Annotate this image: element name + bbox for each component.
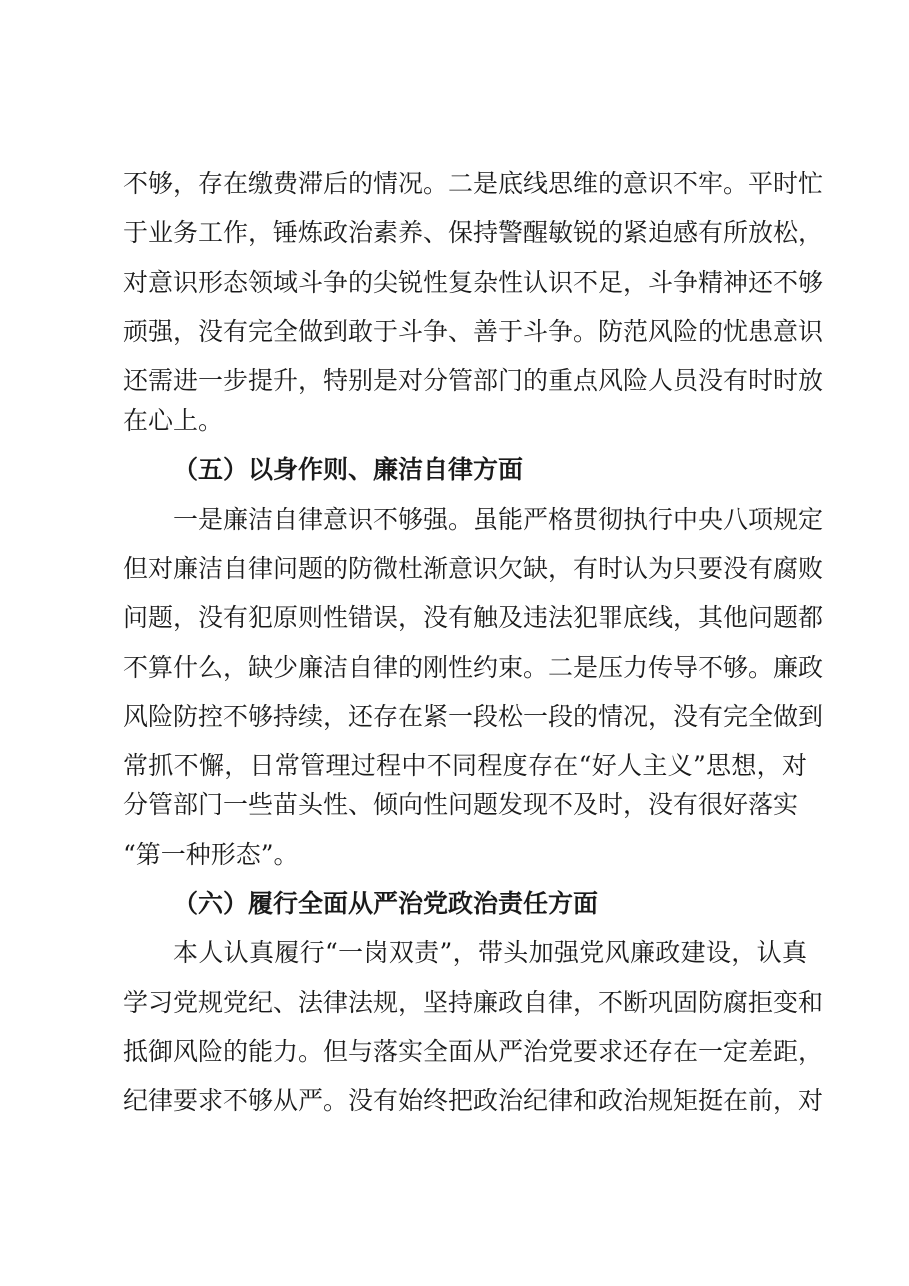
text-line: “第一种形态”。 (123, 840, 299, 869)
section-heading-5: （五）以身作则、廉洁自律方面 (173, 455, 524, 484)
text-line: 问题，没有犯原则性错误，没有触及违法犯罪底线，其他问题都 (123, 603, 824, 632)
text-line: 在心上。 (123, 406, 224, 435)
text-line: 对意识形态领域斗争的尖锐性复杂性认识不足，斗争精神还不够 (123, 268, 824, 297)
text-line: 纪律要求不够从严。没有始终把政治纪律和政治规矩挺在前，对 (123, 1086, 824, 1115)
text-line: 本人认真履行“一岗双责”，带头加强党风廉政建设，认真 (173, 938, 807, 967)
text-line: 风险防控不够持续，还存在紧一段松一段的情况，没有完全做到 (123, 702, 824, 731)
text-line: 常抓不懈，日常管理过程中不同程度存在“好人主义”思想，对 (123, 751, 807, 780)
section-heading-6: （六）履行全面从严治党政治责任方面 (173, 889, 599, 918)
text-line: 于业务工作，锤炼政治素养、保持警醒敏锐的紧迫感有所放松， (123, 218, 824, 247)
text-line: 抵御风险的能力。但与落实全面从严治党要求还存在一定差距， (123, 1037, 824, 1066)
text-line: 但对廉洁自律问题的防微杜渐意识欠缺，有时认为只要没有腐败 (123, 554, 824, 583)
text-line: 还需进一步提升，特别是对分管部门的重点风险人员没有时时放 (123, 366, 824, 395)
text-line: 一是廉洁自律意识不够强。虽能严格贯彻执行中央八项规定 (173, 505, 824, 534)
text-line: 学习党规党纪、法律法规，坚持廉政自律，不断巩固防腐拒变和 (123, 988, 824, 1017)
text-line: 不算什么，缺少廉洁自律的刚性约束。二是压力传导不够。廉政 (123, 653, 824, 682)
text-line: 不够，存在缴费滞后的情况。二是底线思维的意识不牢。平时忙 (123, 169, 824, 198)
text-line: 分管部门一些苗头性、倾向性问题发现不及时，没有很好落实 (123, 790, 799, 819)
text-line: 顽强，没有完全做到敢于斗争、善于斗争。防范风险的忧患意识 (123, 317, 824, 346)
